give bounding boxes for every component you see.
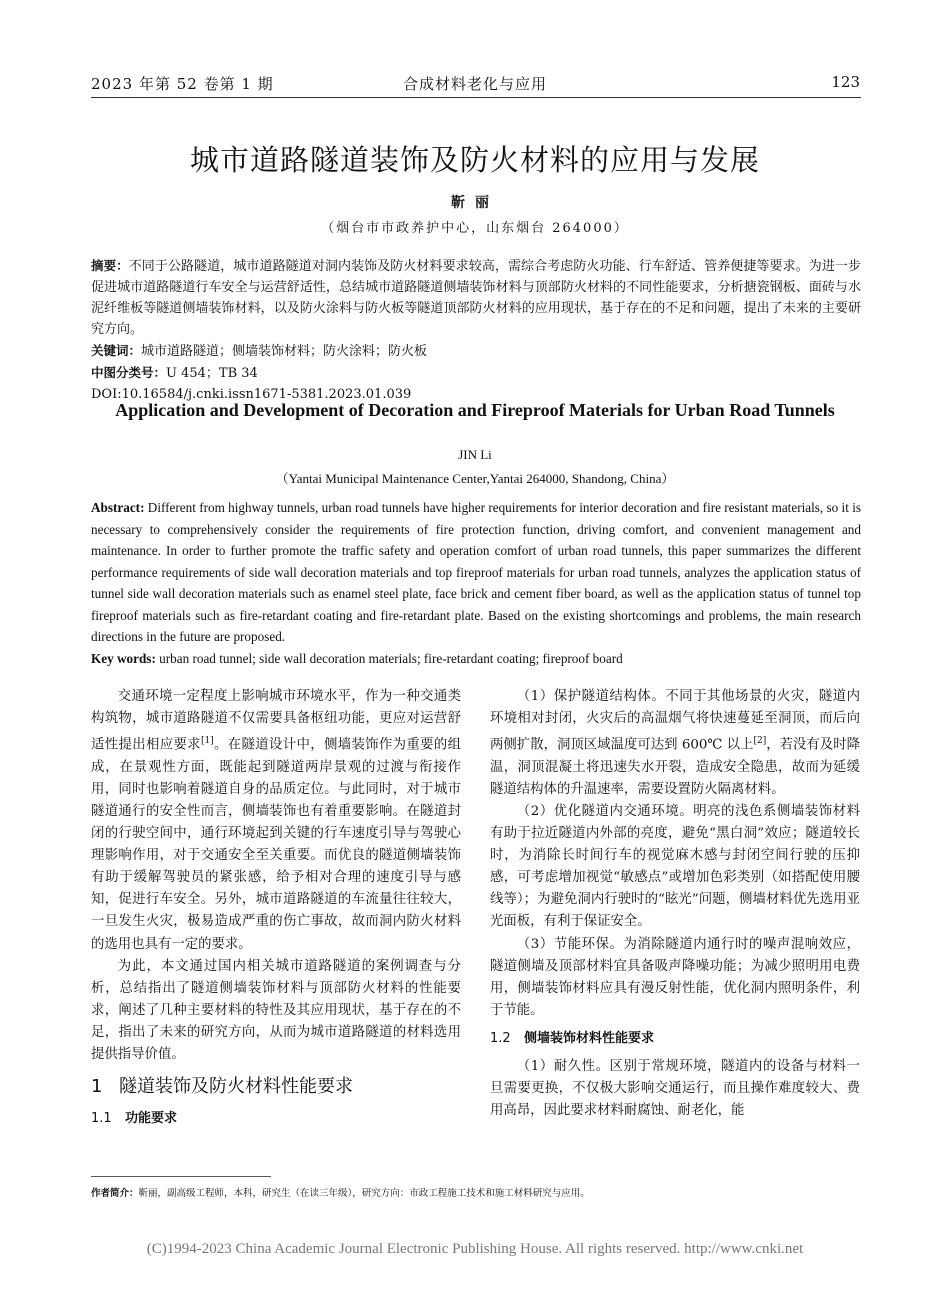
- subsection-heading: [490, 1028, 860, 1050]
- copyright-notice: (C)1994-2023 China Academic Journal Electronic Publishing House. All rights reserved. http://www.cnki.net: [146, 1241, 804, 1257]
- abstract-cn-label: 摘要：: [91, 258, 129, 273]
- classification-label: 中图分类号：: [91, 365, 167, 380]
- subsection-number: 1.2: [490, 1030, 511, 1046]
- author-footnote: [91, 1185, 861, 1199]
- abstract-en-text: Different from highway tunnels, urban road tunnels have higher requirements for interior decoration and fire resistant materials, so it is necessary to comprehensively consider the requirements of fire protection function, driving comfort, and convenient management and maintenance. In order to further promote the traffic safety and operation comfort of urban road tunnels, this paper summarizes the different performance requirements of side wall decoration materials and top fireproof materials for urban road tunnels, analyzes the application status of tunnel side wall decoration materials such as enamel steel plate, face brick and cement fiber board, as well as the application status of tunnel top fireproof materials such as fire-retardant coating and fire-retardant plate. Based on the existing shortcomings and problems, the main research directions in the future are proposed.: [91, 500, 862, 644]
- paragraph-text: 交通环境一定程度上影响城市环境水平，作为一种交通类构筑物，城市道路隧道不仅需要具备枢纽功能，更应对运营舒适性提出相应要求: [91, 689, 461, 753]
- author-en: JIN Li: [458, 447, 492, 462]
- section-heading: [91, 1076, 461, 1098]
- header-rule: [91, 97, 861, 98]
- journal-name: 合成材料老化与应用: [402, 75, 547, 93]
- classification-text: U 454；TB 34: [166, 366, 258, 381]
- citation-ref[interactable]: [1]: [200, 736, 214, 747]
- paragraph: （3）节能环保。为消除隧道内通行时的噪声混响效应，隧道侧墙及顶部材料宜具备吸声降噪功能；为减少照明用电费用，侧墙装饰材料应具有漫反射性能，优化洞内照明条件，利于节能。: [490, 936, 860, 1018]
- subsection-heading: [91, 1108, 461, 1130]
- paragraph: 为此，本文通过国内相关城市道路隧道的案例调查与分析，总结指出了隧道侧墙装饰材料与顶部防火材料的性能要求，阐述了几种主要材料的特性及其应用现状，基于存在的不足，指出了未来的研究方向，从而为城市道路隧道的材料选用提供指导价值。: [91, 958, 461, 1062]
- body-column-right: [490, 686, 860, 1122]
- keywords-cn: [91, 340, 861, 362]
- abstract-cn: [91, 255, 861, 340]
- subsection-title: 功能要求: [125, 1111, 178, 1127]
- journal-issue: 2023 年第 52 卷第 1 期: [91, 75, 274, 93]
- doi: DOI:10.16584/j.cnki.issn1671-5381.2023.01.039: [91, 387, 412, 402]
- front-matter-cn: [91, 255, 861, 405]
- classification: [91, 362, 861, 384]
- section-number: 1: [91, 1076, 103, 1098]
- abstract-en: [91, 497, 861, 648]
- affiliation-en: （Yantai Municipal Maintenance Center,Yantai 264000, Shandong, China）: [275, 471, 675, 486]
- title-en: Application and Development of Decoration and Fireproof Materials for Urban Road Tunnels: [115, 400, 835, 420]
- paragraph: [490, 686, 860, 801]
- paragraph: [91, 686, 461, 956]
- footnote-rule: [91, 1176, 271, 1177]
- author-cn: 靳丽: [451, 195, 499, 211]
- keywords-en: [91, 651, 861, 667]
- page-number: 123: [831, 73, 860, 91]
- body-column-left: [91, 686, 461, 1136]
- keywords-cn-text: 城市道路隧道；侧墙装饰材料；防火涂料；防火板: [141, 344, 428, 359]
- abstract-en-label: Abstract:: [91, 500, 145, 515]
- paragraph: （1）耐久性。区别于常规环境，隧道内的设备与材料一旦需要更换，不仅极大影响交通运行，而且操作难度较大、费用高昂，因此要求材料耐腐蚀、耐老化，能: [490, 1058, 860, 1119]
- keywords-en-label: Key words:: [91, 651, 156, 666]
- keywords-cn-label: 关键词：: [91, 343, 142, 358]
- section-title: 隧道装饰及防火材料性能要求: [119, 1076, 353, 1098]
- keywords-en-text: urban road tunnel; side wall decoration materials; fire-retardant coating; fireproof board: [159, 651, 623, 666]
- paragraph-text: ，若没有及时降温，洞顶混凝土将迅速失水开裂，造成安全隐患，故而为延缓隧道结构体的升温速率，需要设置防火隔离材料。: [490, 737, 860, 797]
- paragraph-text: 。在隧道设计中，侧墙装饰作为重要的组成，在景观性方面，既能起到隧道两岸景观的过渡与衔接作用，同时也影响着隧道自身的品质定位。与此同时，对于城市隧道通行的安全性而言，侧墙装饰也有着重要影响。在隧道封闭的行驶空间中，通行环境起到关键的行车速度引导与驾驶心理影响作用，对于交通安全至关重要。而优良的隧道侧墙装饰有助于缓解驾驶员的紧张感，给予相对合理的速度引导与感知，促进行车安全。另外，城市道路隧道的车流量往往较大，一旦发生火灾，极易造成严重的伤亡事故，故而洞内防火材料的选用也具有一定的要求。: [91, 737, 462, 952]
- citation-ref[interactable]: [2]: [753, 736, 767, 747]
- paragraph-text: （1）保护隧道结构体。不同于其他场景的火灾，隧道内环境相对封闭，火灾后的高温烟气将快速蔓延至洞顶，而后向两侧扩散，洞顶区域温度可达到 600℃ 以上: [490, 689, 860, 753]
- affiliation-cn: （烟台市市政养护中心，山东烟台 264000）: [321, 221, 629, 236]
- subsection-title: 侧墙装饰材料性能要求: [524, 1030, 655, 1046]
- paragraph: （2）优化隧道内交通环境。明亮的浅色系侧墙装饰材料有助于拉近隧道内外部的亮度，避免“黑白洞”效应；隧道较长时，为消除长时间行车的视觉麻木感与封闭空间行驶的压抑感，可考虑增加视觉“敏感点”或增加色彩类别（如搭配使用腰线等）；为避免洞内行驶时的“眩光”问题，侧墙材料优先选用亚光面板，有利于保证安全。: [490, 803, 860, 930]
- abstract-cn-text: 不同于公路隧道，城市道路隧道对洞内装饰及防火材料要求较高，需综合考虑防火功能、行车舒适、管养便捷等要求。为进一步促进城市道路隧道行车安全与运营舒适性，总结城市道路隧道侧墙装饰材料与顶部防火材料的不同性能要求，分析搪瓷钢板、面砖与水泥纤维板等隧道侧墙装饰材料，以及防火涂料与防火板等隧道顶部防火材料的应用现状，基于存在的不足和问题，提出了未来的主要研究方向。: [91, 259, 861, 337]
- title-cn: 城市道路隧道装饰及防火材料的应用与发展: [189, 143, 760, 177]
- footnote-text: 靳丽，副高级工程师，本科，研究生（在读三年级），研究方向：市政工程施工技术和施工材料研究与应用。: [138, 1188, 590, 1199]
- footnote-label: 作者简介：: [91, 1188, 139, 1199]
- subsection-number: 1.1: [91, 1111, 112, 1127]
